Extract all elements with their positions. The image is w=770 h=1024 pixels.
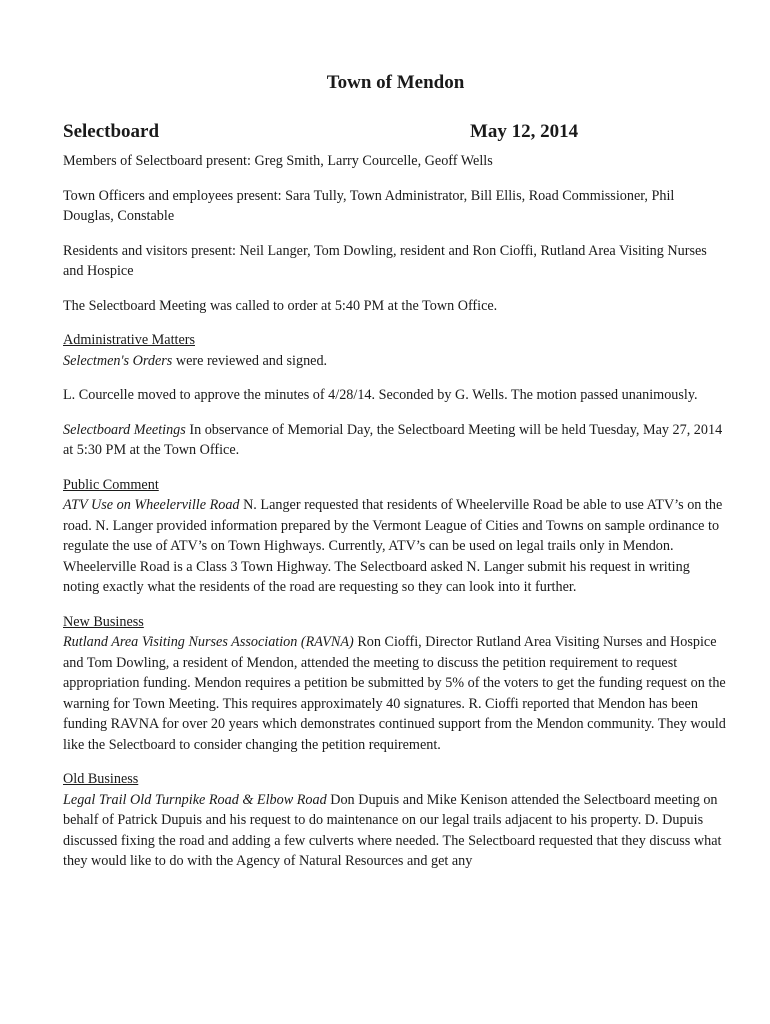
- atv-text: N. Langer requested that residents of Wheelerville Road be able to use ATV’s on the road. N. Langer provided information prepared by the Vermont League of Cities and Towns on sample ordinance to regulate the use of ATV’s on Town Highways. Currently, ATV’s can be used on legal trails only in Mendon. Wheelerville Road is a Class 3 Town Highway. The Selectboard asked N. Langer submit his request in writing noting exactly what the residents of the road are requesting so they can look into it further.: [63, 497, 723, 595]
- orders-label: Selectmen's Orders: [63, 352, 173, 369]
- trail-label: Legal Trail Old Turnpike Road & Elbow Road: [63, 791, 327, 808]
- public-comment-title: Public Comment: [63, 476, 159, 493]
- members-present: Members of Selectboard present: Greg Smith, Larry Courcelle, Geoff Wells: [63, 153, 493, 169]
- selectboard-meetings: [63, 420, 728, 461]
- minutes-approval: L. Courcelle moved to approve the minutes of 4/28/14. Seconded by G. Wells. The motion passed unanimously.: [63, 387, 698, 403]
- call-to-order: The Selectboard Meeting was called to order at 5:40 PM at the Town Office.: [63, 297, 498, 314]
- ravna-text: Ron Cioffi, Director Rutland Area Visiting Nurses and Hospice and Tom Dowling, a resident of Mendon, attended the meeting to discuss the petition requirement to request appropriation funding. Mendon requires a petition be submitted by 5% of the voters to get the funding request on the warning for Town Meeting. This requires approximately 40 signatures. R. Cioffi reported that Mendon has been funding RAVNA for over 20 years which demonstrates continued support from the Mendon community. They would like the Selectboard to consider changing the petition requirement.: [63, 634, 726, 753]
- minutes-page: [63, 70, 728, 886]
- meeting-date: May 12, 2014: [470, 121, 579, 142]
- meeting-heading: [63, 119, 728, 145]
- admin-section-title: Administrative Matters: [63, 332, 195, 348]
- meetings-label: Selectboard Meetings: [63, 421, 186, 438]
- old-business-title: Old Business: [63, 771, 139, 787]
- officers-present: Town Officers and employees present: Sara Tully, Town Administrator, Bill Ellis, Road Commissioner, Phil Douglas, Constable: [63, 187, 675, 224]
- admin-section: [63, 330, 728, 371]
- public-comment-section: [63, 475, 728, 598]
- new-business-title: New Business: [63, 613, 144, 630]
- ravna-label: Rutland Area Visiting Nurses Association (RAVNA): [63, 634, 354, 650]
- board-name: Selectboard: [63, 121, 160, 142]
- meetings-text: In observance of Memorial Day, the Selectboard Meeting will be held Tuesday, May 27, 2014 at 5:30 PM at the Town Office.: [63, 421, 723, 458]
- residents-present: Residents and visitors present: Neil Langer, Tom Dowling, resident and Ron Cioffi, Rutland Area Visiting Nurses and Hospice: [63, 242, 707, 279]
- trail-text: Don Dupuis and Mike Kenison attended the Selectboard meeting on behalf of Patrick Dupuis and his request to do maintenance on our legal trails adjacent to his property. D. Dupuis discussed fixing the road and adding a few culverts where needed. The Selectboard requested that they discuss what they would like to do with the Agency of Natural Resources and get any: [63, 791, 722, 869]
- orders-text: were reviewed and signed.: [172, 352, 328, 369]
- document-title: Town of Mendon: [326, 72, 465, 93]
- old-business-section: [63, 769, 728, 872]
- atv-label: ATV Use on Wheelerville Road: [63, 497, 240, 513]
- new-business-section: [63, 612, 728, 756]
